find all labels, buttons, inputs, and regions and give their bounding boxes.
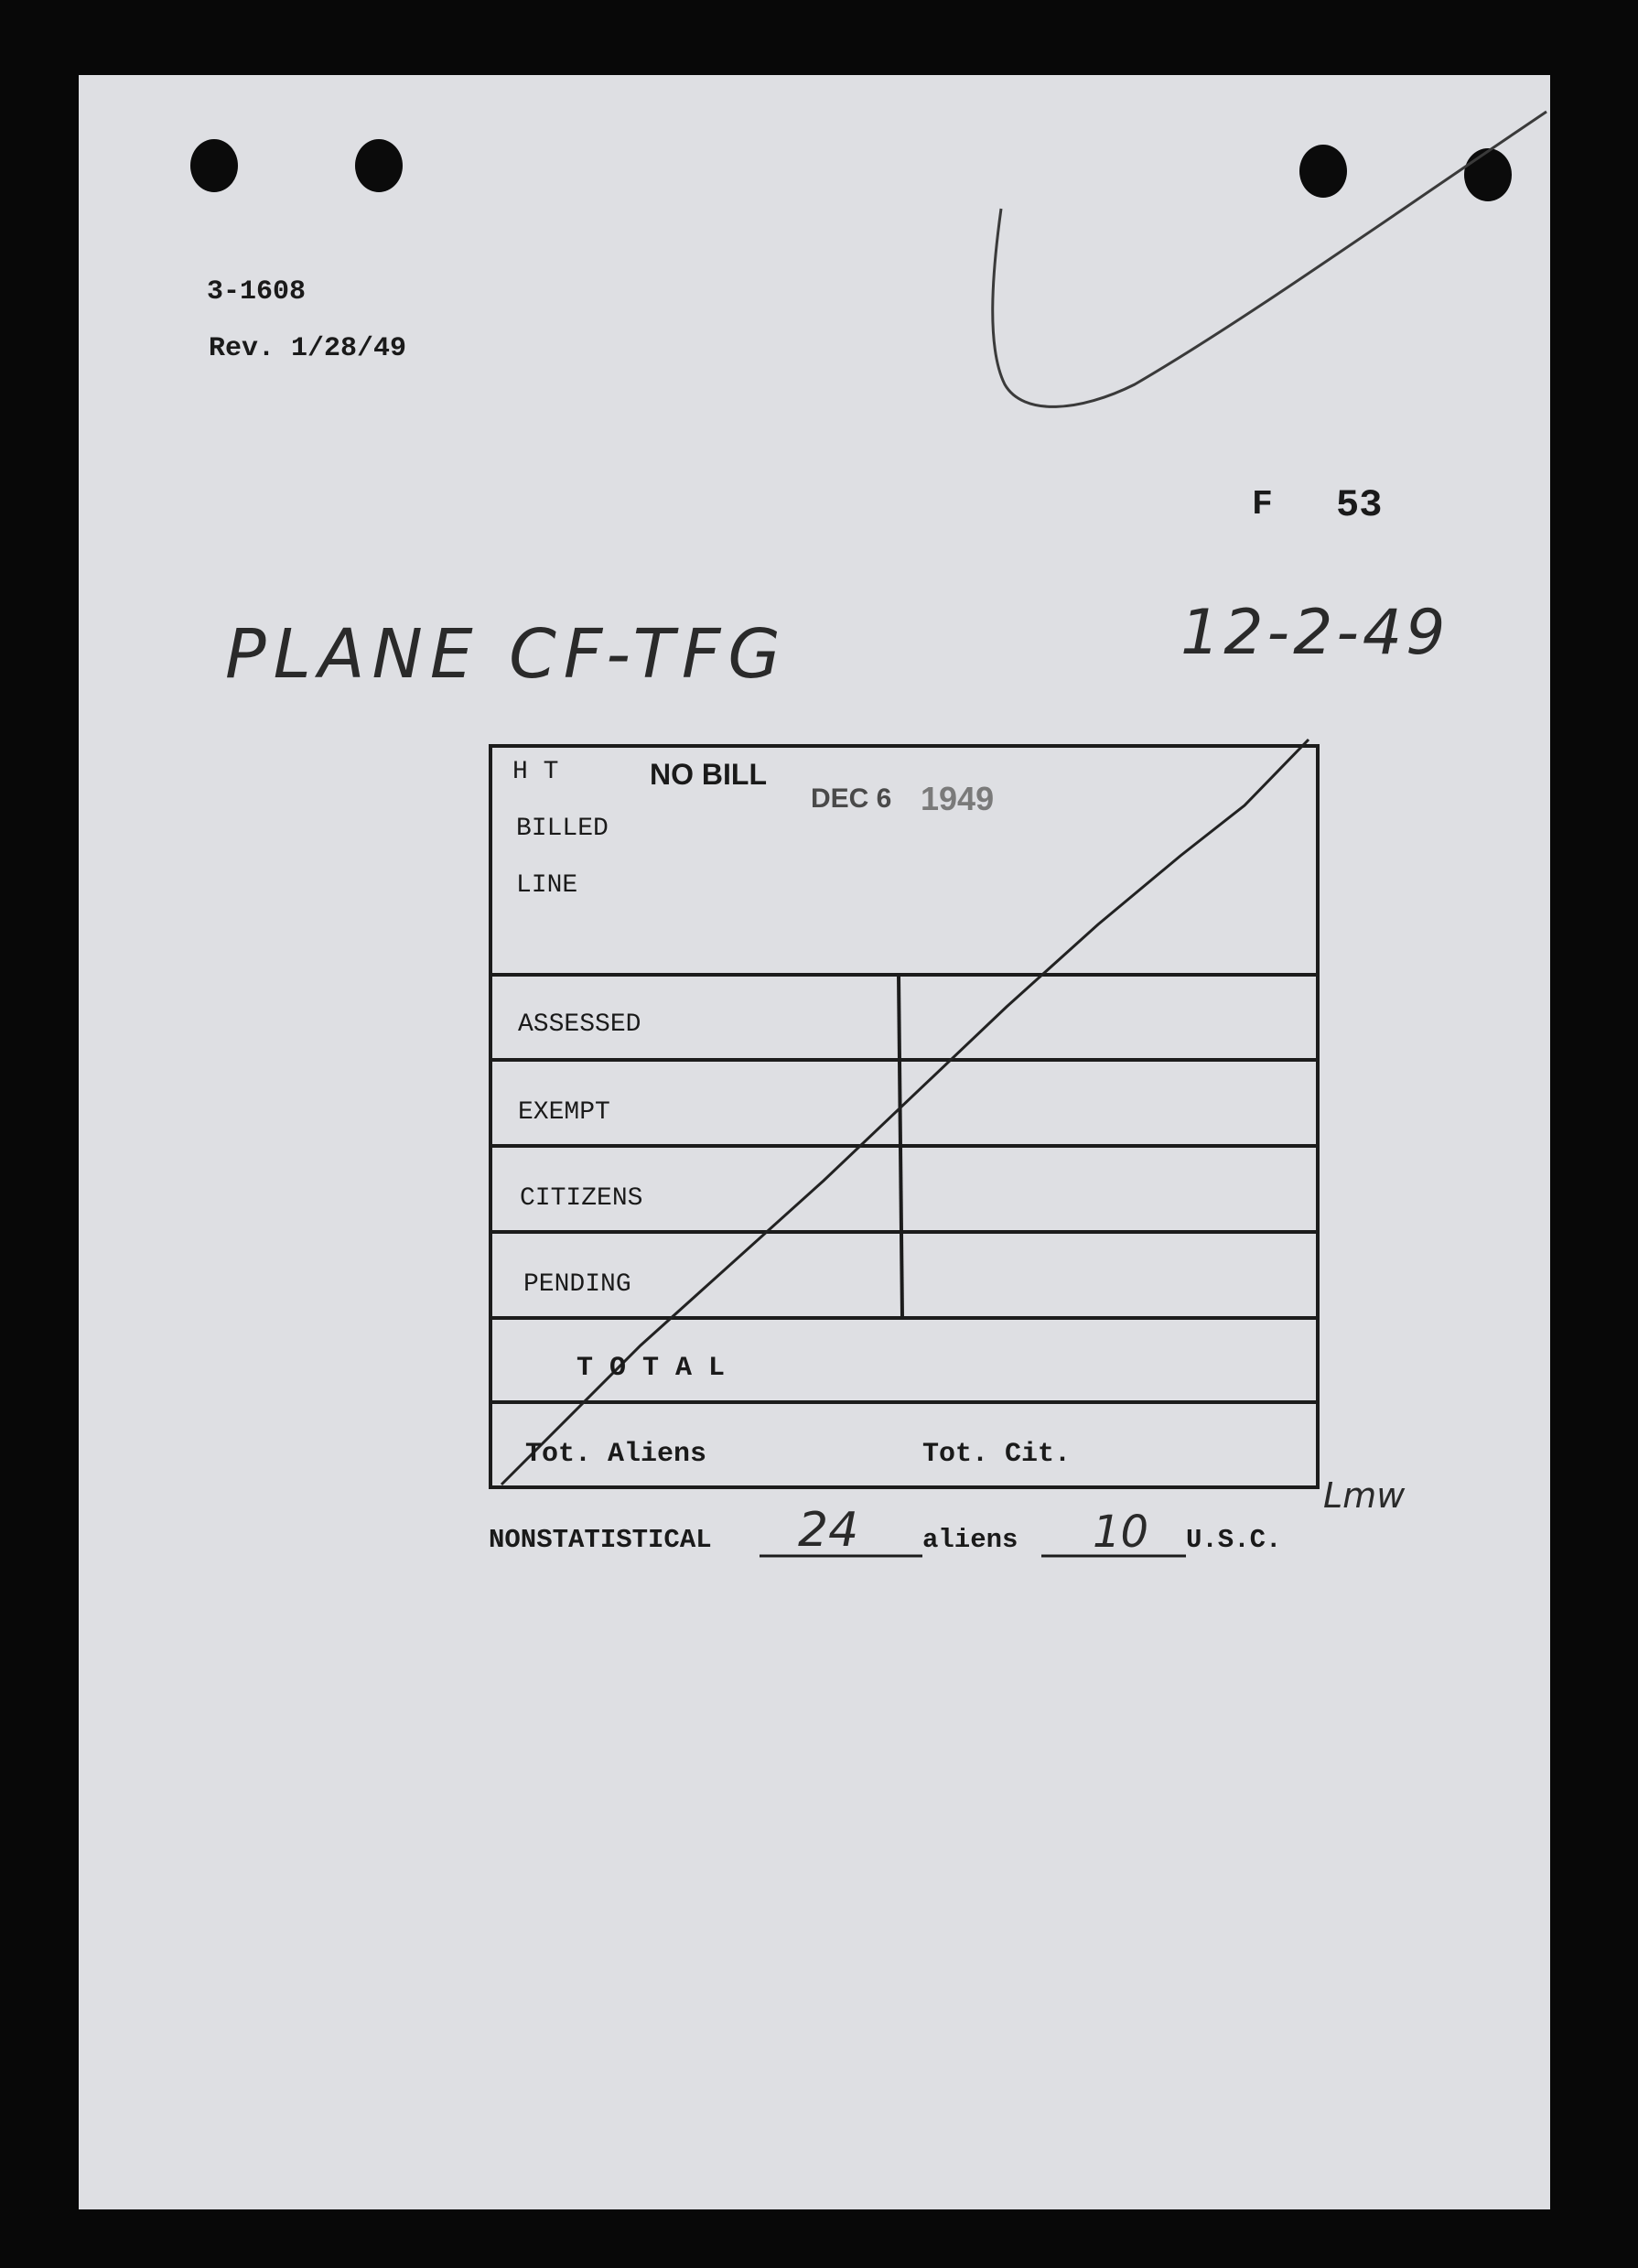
usc-count: 10 [1093,1507,1149,1558]
aliens-label: aliens [922,1525,1018,1555]
ht-label: H T [512,758,559,786]
tot-cit-label: Tot. Cit. [922,1439,1072,1470]
form-revision: Rev. 1/28/49 [209,333,407,364]
line-label: LINE [516,871,578,900]
handwritten-initials: Lmw [1323,1475,1406,1516]
tot-aliens-label: Tot. Aliens [525,1439,707,1470]
handwritten-date: 12-2-49 [1180,597,1449,669]
total-label: T O T A L [577,1353,726,1384]
no-bill-stamp: NO BILL [650,758,767,791]
handwritten-plane-id: PLANE CF-TFG [225,615,788,694]
exempt-label: EXEMPT [518,1098,610,1127]
table-column-divider [899,975,902,1318]
form-number: 3-1608 [207,276,307,308]
page-marker: F [1252,485,1273,524]
date-stamp-year: 1949 [921,780,995,817]
assessed-label: ASSESSED [518,1010,641,1039]
usc-label: U.S.C. [1186,1525,1282,1555]
aliens-count: 24 [798,1503,859,1558]
billed-label: BILLED [516,815,609,843]
check-mark [993,112,1546,406]
page-number: 53 [1336,483,1383,527]
date-stamp-month-day: DEC 6 [811,783,892,814]
nonstatistical-label: NONSTATISTICAL [489,1525,712,1555]
citizens-label: CITIZENS [520,1184,643,1213]
pending-label: PENDING [523,1270,631,1299]
